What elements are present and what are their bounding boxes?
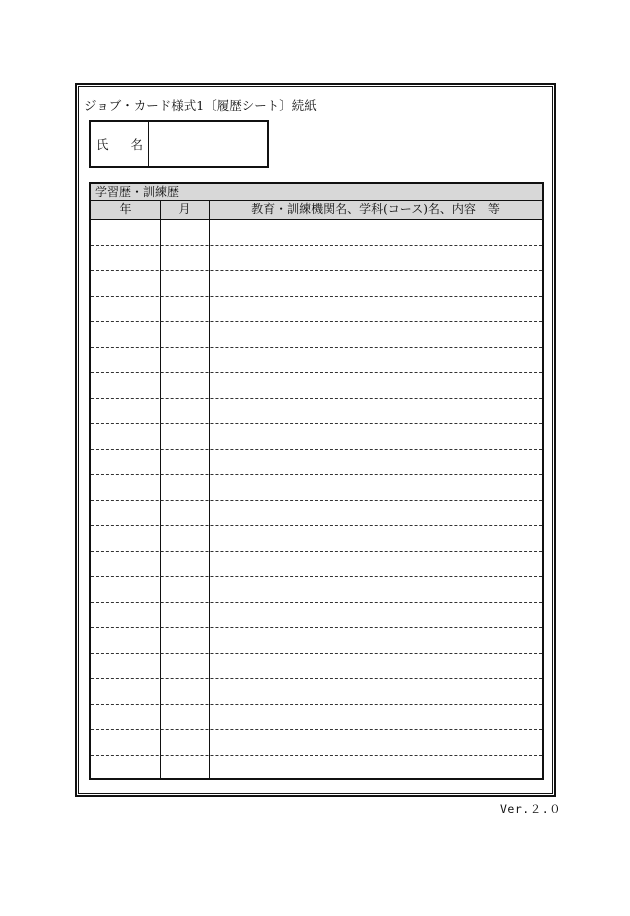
row-description-cell[interactable] [215,654,538,679]
row-year-cell[interactable] [91,679,160,704]
table-row [91,348,542,374]
row-year-cell[interactable] [91,577,160,602]
row-description-cell[interactable] [215,246,538,271]
table-row [91,603,542,629]
row-description-cell[interactable] [215,730,538,755]
document-title: ジョブ・カード様式1〔履歴シート〕続紙 [84,98,317,113]
row-year-cell[interactable] [91,526,160,551]
table-row [91,526,542,552]
row-year-cell[interactable] [91,603,160,628]
row-month-cell[interactable] [160,526,209,551]
table-row [91,730,542,756]
row-description-cell[interactable] [215,552,538,577]
row-year-cell[interactable] [91,475,160,500]
table-row [91,577,542,603]
row-year-cell[interactable] [91,654,160,679]
section-title: 学習歴・訓練歴 [91,184,542,201]
table-row [91,501,542,527]
row-description-cell[interactable] [215,322,538,347]
row-year-cell[interactable] [91,730,160,755]
row-year-cell[interactable] [91,297,160,322]
row-description-cell[interactable] [215,526,538,551]
row-description-cell[interactable] [215,450,538,475]
table-row [91,756,542,782]
row-description-cell[interactable] [215,705,538,730]
row-year-cell[interactable] [91,552,160,577]
row-month-cell[interactable] [160,475,209,500]
column-header-description: 教育・訓練機関名、学科(コース)名、内容 等 [251,202,500,216]
row-month-cell[interactable] [160,705,209,730]
column-header-row [91,201,542,220]
table-row [91,679,542,705]
row-year-cell[interactable] [91,348,160,373]
row-description-cell[interactable] [215,628,538,653]
row-year-cell[interactable] [91,246,160,271]
table-row [91,475,542,501]
name-label-cell [91,122,165,166]
table-body [91,220,542,778]
name-input[interactable] [149,122,267,166]
row-month-cell[interactable] [160,399,209,424]
row-month-cell[interactable] [160,297,209,322]
table-row [91,399,542,425]
row-description-cell[interactable] [215,348,538,373]
row-month-cell[interactable] [160,348,209,373]
row-year-cell[interactable] [91,271,160,296]
row-month-cell[interactable] [160,271,209,296]
row-month-cell[interactable] [160,246,209,271]
row-description-cell[interactable] [215,577,538,602]
row-description-cell[interactable] [215,475,538,500]
row-month-cell[interactable] [160,450,209,475]
row-month-cell[interactable] [160,730,209,755]
table-row [91,628,542,654]
row-month-cell[interactable] [160,322,209,347]
row-description-cell[interactable] [215,501,538,526]
table-row [91,220,542,246]
row-year-cell[interactable] [91,501,160,526]
version-label: Ver.２.０ [500,802,562,816]
row-month-cell[interactable] [160,220,209,245]
table-row [91,654,542,680]
row-year-cell[interactable] [91,424,160,449]
row-month-cell[interactable] [160,756,209,782]
table-row [91,271,542,297]
row-year-cell[interactable] [91,628,160,653]
row-month-cell[interactable] [160,577,209,602]
row-year-cell[interactable] [91,756,160,782]
column-header-year: 年 [119,202,132,216]
row-description-cell[interactable] [215,756,538,782]
row-month-cell[interactable] [160,654,209,679]
table-row [91,705,542,731]
row-year-cell[interactable] [91,322,160,347]
table-row [91,297,542,323]
table-row [91,450,542,476]
table-row [91,373,542,399]
row-year-cell[interactable] [91,220,160,245]
row-year-cell[interactable] [91,373,160,398]
row-month-cell[interactable] [160,373,209,398]
row-month-cell[interactable] [160,628,209,653]
row-description-cell[interactable] [215,220,538,245]
row-month-cell[interactable] [160,552,209,577]
row-month-cell[interactable] [160,679,209,704]
row-year-cell[interactable] [91,450,160,475]
row-description-cell[interactable] [215,603,538,628]
row-year-cell[interactable] [91,705,160,730]
row-description-cell[interactable] [215,399,538,424]
column-header-month: 月 [178,202,191,216]
education-history-table [89,182,544,780]
row-description-cell[interactable] [215,679,538,704]
row-year-cell[interactable] [91,399,160,424]
row-month-cell[interactable] [160,424,209,449]
table-row [91,552,542,578]
row-description-cell[interactable] [215,424,538,449]
name-field-box [89,120,269,168]
row-description-cell[interactable] [215,271,538,296]
row-month-cell[interactable] [160,603,209,628]
table-row [91,246,542,272]
row-description-cell[interactable] [215,297,538,322]
table-row [91,424,542,450]
row-description-cell[interactable] [215,373,538,398]
table-row [91,322,542,348]
row-month-cell[interactable] [160,501,209,526]
name-label: 氏名 [95,137,165,152]
